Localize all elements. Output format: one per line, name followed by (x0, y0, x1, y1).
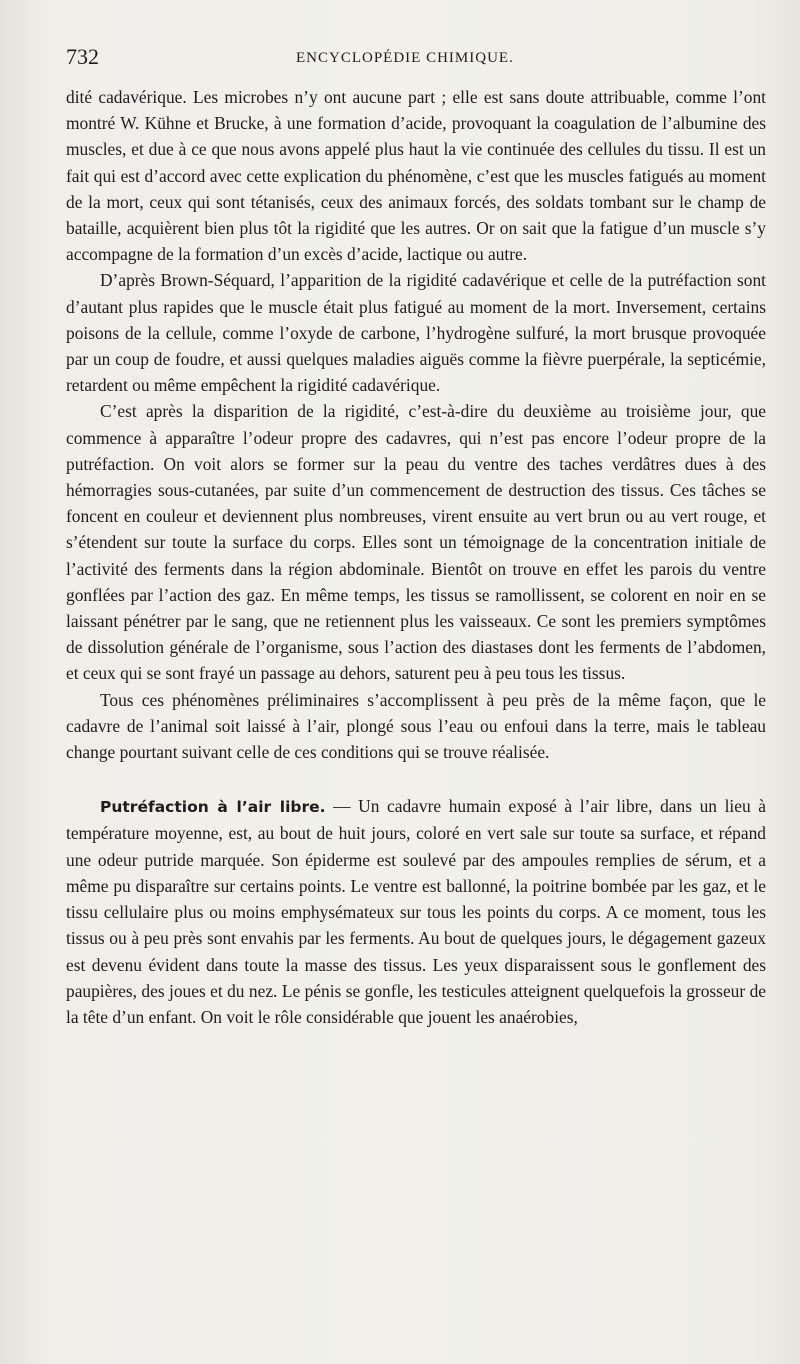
paragraph-continuation: dité cadavérique. Les microbes n’y ont aucune part ; elle est sans doute attribuable, comme l’ont montré W. Kühne et Brucke, à une formation d’acide, provoquant la coagulation de l’albumine des muscles, et due à ce que nous avons appelé plus haut la vie continuée des cellules du tissu. Il est un fait qui est d’accord avec cette explication du phénomène, c’est que les muscles fatigués au moment de la mort, ceux qui sont tétanisés, ceux des animaux forcés, des soldats tombant sur le champ de bataille, acquièrent bien plus tôt la rigidité que les autres. Or on sait que la fatigue d’un muscle s’y accompagne de la formation d’un excès d’acide, lactique ou autre. (66, 87, 766, 265)
paragraph-odeur-cadavres: C’est après la disparition de la rigidité, c’est-à-dire du deuxième au troisième jour, que commence à apparaître l’odeur propre des cadavres, qui n’est pas encore l’odeur propre de la putréfaction. On voit alors se former sur la peau du ventre des taches verdâtres dues à des hémorragies sous-cutanées, par suite d’un commencement de destruction des tissus. Ces tâches se foncent en couleur et deviennent plus nombreuses, virent ensuite au vert brun ou au vert rouge, et s’étendent sur toute la surface du corps. Elles sont un témoignage de la concentration initiale de l’activité des ferments dans la région abdominale. Bientôt on trouve en effet les parois du ventre gonflées par l’action des gaz. En même temps, les tissus se ramollissent, se colorent en noir en se laissant pénétrer par le sang, que ne retiennent plus les vaisseaux. Ce sont les premiers symptômes de dissolution générale de l’organisme, sous l’action des diastases dont les ferments de l’abdomen, et ceux qui se sont frayé un passage au dehors, saturent peu à peu tous les tissus. (66, 401, 766, 684)
page-header (66, 44, 766, 74)
section-air-libre (66, 793, 766, 1030)
body-text (66, 84, 766, 1030)
paragraph-phenomenes-preliminaires: Tous ces phénomènes préliminaires s’accomplissent à peu près de la même façon, que le cadavre de l’animal soit laissé à l’air, plongé sous l’eau ou enfoui dans la terre, mais le tableau change pourtant suivant celle de ces conditions qui se trouve réalisée. (66, 689, 766, 763)
section-text: — Un cadavre humain exposé à l’air libre, dans un lieu à température moyenne, est, au bout de huit jours, coloré en vert sale sur toute sa surface, et répand une odeur putride marquée. Son épiderme est soulevé par des ampoules remplies de sérum, et a même pu disparaître sur certains points. Le ventre est ballonné, la poitrine bombée par les gaz, et le tissu cellulaire plus ou moins emphysémateux sur tous les points du corps. A ce moment, tous les tissus ou à peu près sont envahis par les ferments. Au bout de quelques jours, le dégagement gazeux est devenu évident dans toute la masse des tissus. Les yeux disparaissent sous le gonflement des paupières, des joues et du nez. Le pénis se gonfle, les testicules atteignent quelquefois la grosseur de la tête d’un enfant. On voit le rôle considérable que jouent les anaérobies, (66, 796, 766, 1027)
paragraph-brown-sequard: D’après Brown-Séquard, l’apparition de la rigidité cadavérique et celle de la putréfaction sont d’autant plus rapides que le muscle était plus fatigué au moment de la mort. Inversement, certains poisons de la cellule, comme l’oxyde de carbone, l’hydrogène sulfuré, la mort brusque provoquée par un coup de foudre, et aussi quelques maladies aiguës comme la fièvre puerpérale, la septicémie, retardent ou même empêchent la rigidité cadavérique. (66, 270, 766, 396)
page-number: 732 (66, 44, 99, 69)
running-title: ENCYCLOPÉDIE CHIMIQUE. (296, 50, 514, 66)
section-heading: Putréfaction à l’air libre. (100, 798, 326, 817)
